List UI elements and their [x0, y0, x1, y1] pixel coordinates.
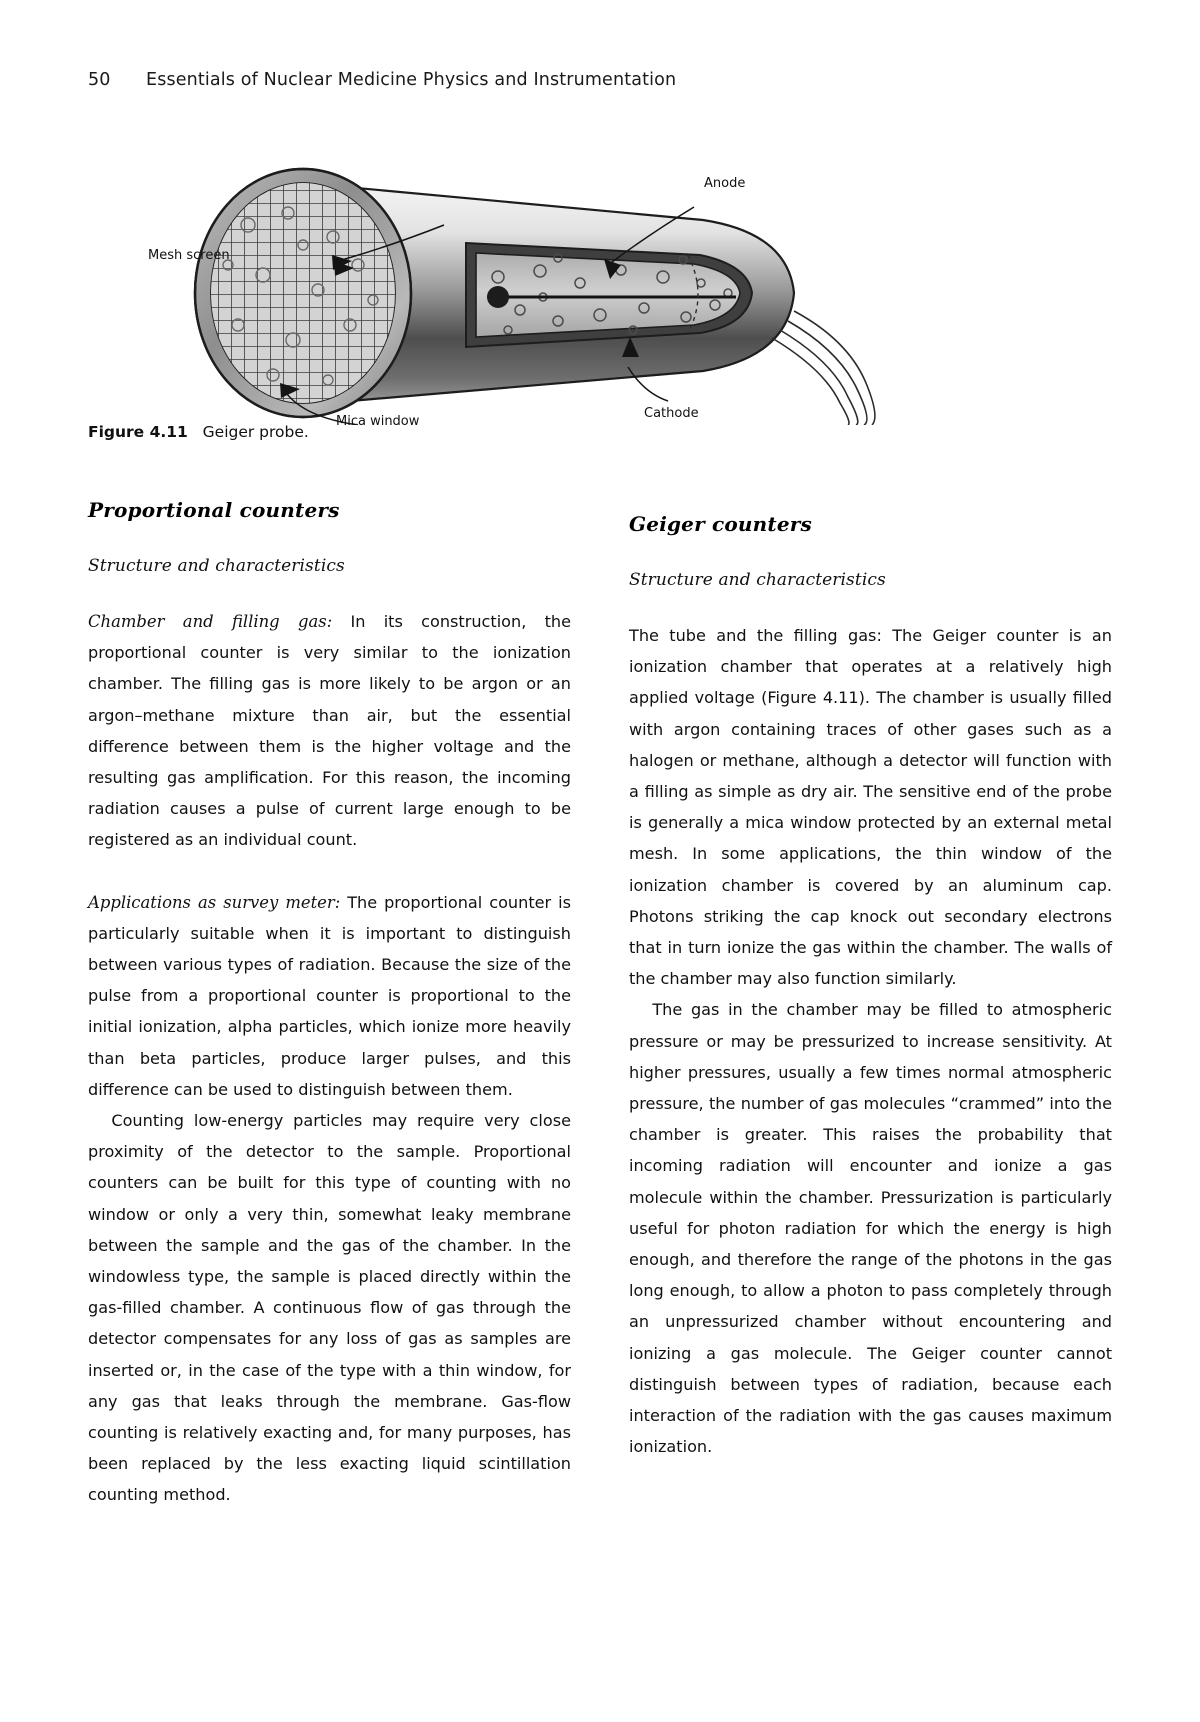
figure-caption-number: Figure 4.11	[88, 423, 188, 441]
paragraph-text-chamber: In its construction, the proportional counter is very similar to the ionization chamber. The filling gas is more likely to be argon or an argon–methane mixture than air, but the essential difference between them is the higher voltage and the resulting gas amplification. For this reason, the incoming radiation causes a pulse of current large enough to be registered as an individual count.	[88, 612, 572, 850]
anode-tip	[487, 286, 509, 308]
column-right	[629, 498, 1112, 1511]
paragraph-gas-chamber-pressure: The gas in the chamber may be filled to atmospheric pressure or may be pressurized to increase sensitivity. At higher pressures, usually a few times normal atmospheric pressure, the number of gas molecules “crammed” into the chamber is greater. This raises the probability that incoming radiation will encounter and ionize a gas molecule within the chamber. Pressurization is particularly useful for photon radiation for which the energy is high enough, and therefore the range of the photons in the gas long enough, to allow a photon to pass completely through an unpressurized chamber without encountering and ionizing a gas molecule. The Geiger counter cannot distinguish between types of radiation, because each interaction of the radiation with the gas causes maximum ionization.	[629, 1000, 1112, 1457]
running-head-title: Essentials of Nuclear Medicine Physics and Instrumentation	[146, 70, 677, 90]
subheading-structure-characteristics-left: Structure and characteristics	[88, 556, 345, 576]
paragraph-chamber-filling-gas	[88, 606, 571, 856]
subheading-structure-characteristics-right: Structure and characteristics	[629, 570, 886, 590]
paragraph-lead-in-applications: Applications as survey meter:	[88, 892, 341, 912]
body-columns	[88, 498, 1112, 1511]
figure-caption-text: Geiger probe.	[202, 423, 309, 441]
paragraph-counting-low-energy: Counting low-energy particles may require very close proximity of the detector to the sample. Proportional counters can be built for this type of counting with no window or only a very thin, somewhat leaky membrane between the sample and the gas of the chamber. In the windowless type, the sample is placed directly within the gas-filled chamber. A continuous flow of gas through the detector compensates for any loss of gas as samples are inserted or, in the case of the type with a thin window, for any gas that leaks through the membrane. Gas-flow counting is relatively exacting and, for many purposes, has been replaced by the less exacting liquid scintillation counting method.	[88, 1111, 571, 1505]
probe-cable	[772, 311, 875, 425]
paragraph-text-applications: The proportional counter is particularly suitable when it is important to distinguish between various types of radiation. Because the size of the pulse from a proportional counter is proportional to the initial ionization, alpha particles, which ionize more heavily than beta particles, produce larger pulses, and this difference can be used to distinguish between them.	[88, 892, 571, 1099]
page-number: 50	[88, 70, 111, 90]
paragraph-tube-filling-gas: The tube and the filling gas: The Geiger counter is an ionization chamber that operates at a relatively high applied voltage (Figure 4.11). The chamber is usually filled with argon containing traces of other gases such as a halogen or methane, although a detector will function with a filling as simple as dry air. The sensitive end of the probe is generally a mica window protected by an external metal mesh. In some applications, the thin window of the ionization chamber is covered by an aluminum cap. Photons striking the cap knock out secondary electrons that in turn ionize the gas within the chamber. The walls of the chamber may also function similarly.	[629, 626, 1112, 989]
section-heading-proportional-counters: Proportional counters	[88, 498, 340, 522]
figure-label-anode: Anode	[704, 176, 746, 191]
figure-label-mica-window: Mica window	[336, 414, 420, 425]
paragraph-lead-in-chamber: Chamber and filling gas:	[88, 612, 333, 631]
paragraph-applications-survey-meter	[88, 887, 571, 1105]
figure-label-mesh-screen: Mesh screen	[148, 248, 230, 263]
column-left	[88, 498, 571, 1511]
figure-geiger-probe	[88, 125, 1112, 425]
figure-label-cathode: Cathode	[644, 406, 699, 421]
section-heading-geiger-counters: Geiger counters	[629, 512, 812, 536]
running-head	[88, 70, 676, 90]
figure-caption	[88, 423, 309, 441]
